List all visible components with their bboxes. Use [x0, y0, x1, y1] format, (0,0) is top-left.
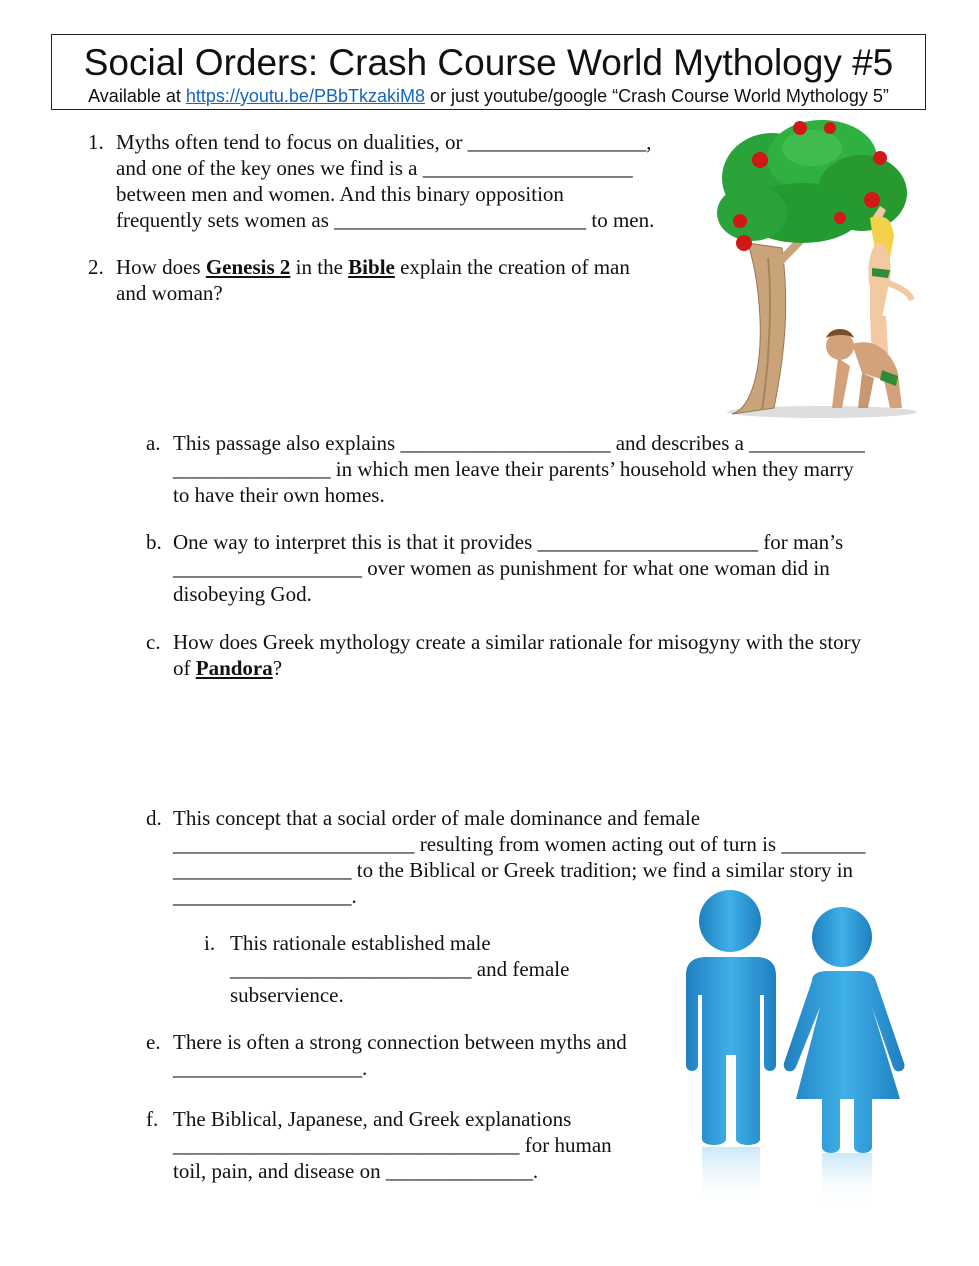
man-icon — [686, 890, 776, 1145]
q2-text: in the — [290, 255, 349, 279]
qb-line: disobeying God. — [173, 582, 312, 606]
qe-letter: e. — [146, 1030, 161, 1054]
video-link[interactable]: https://youtu.be/PBbTkzakiM8 — [185, 86, 425, 106]
qb-letter: b. — [146, 530, 162, 554]
q1-line: between men and women. And this binary opposition — [116, 182, 564, 206]
adam-figure — [826, 329, 902, 408]
question-i — [230, 930, 650, 1008]
qc-letter: c. — [146, 630, 161, 654]
question-c — [173, 629, 933, 681]
question-1 — [116, 129, 706, 233]
qi-line: _______________________ and female — [230, 957, 570, 981]
man-reflection — [702, 1147, 760, 1207]
source-line — [52, 85, 925, 107]
source-suffix: or just youtube/google “Crash Course World Mythology 5” — [424, 86, 889, 106]
qf-line: The Biblical, Japanese, and Greek explanations — [173, 1107, 572, 1131]
question-2 — [116, 254, 706, 306]
woman-reflection — [822, 1153, 872, 1208]
pandora-term: Pandora — [195, 656, 273, 680]
apple-tree-illustration — [712, 118, 922, 423]
qi-line: subservience. — [230, 983, 344, 1007]
question-e — [173, 1029, 673, 1081]
qd-letter: d. — [146, 806, 162, 830]
source-prefix: Available at — [88, 86, 186, 106]
qf-line: toil, pain, and disease on ______________. — [173, 1159, 539, 1183]
qf-line: _________________________________ for human — [173, 1133, 612, 1157]
qa-line: This passage also explains ____________________ and describes a ___________ — [173, 431, 865, 455]
genesis-term: Genesis 2 — [205, 255, 291, 279]
qd-line: _______________________ resulting from women acting out of turn is ________ — [173, 832, 866, 856]
qi-numeral: i. — [204, 931, 216, 955]
qb-line: One way to interpret this is that it provides _____________________ for man’s — [173, 530, 844, 554]
qd-line: _________________. — [173, 884, 357, 908]
q1-line: and one of the key ones we find is a ____________________ — [116, 156, 633, 180]
question-a — [173, 430, 933, 508]
q2-line: and woman? — [116, 281, 223, 305]
qc-text: of — [173, 656, 196, 680]
q1-number: 1. — [88, 130, 104, 154]
q1-line: Myths often tend to focus on dualities, or _________________, — [116, 130, 652, 154]
qc-line: How does Greek mythology create a similar rationale for misogyny with the story — [173, 630, 862, 654]
qc-text: ? — [272, 656, 283, 680]
qe-line: __________________. — [173, 1056, 368, 1080]
qa-line: _______________ in which men leave their parents’ household when they marry — [173, 457, 854, 481]
page-title: Social Orders: Crash Course World Mythology #5 — [83, 42, 894, 83]
qd-line: _________________ to the Biblical or Greek tradition; we find a similar story in — [173, 858, 854, 882]
q2-text: explain the creation of man — [394, 255, 630, 279]
man-woman-figures — [672, 885, 914, 1215]
q1-line: frequently sets women as ________________________ to men. — [116, 208, 655, 232]
q2-text: How does — [116, 255, 206, 279]
bible-term: Bible — [348, 255, 395, 279]
qe-line: There is often a strong connection between myths and — [173, 1030, 627, 1054]
qa-letter: a. — [146, 431, 161, 455]
qi-line: This rationale established male — [230, 931, 491, 955]
qf-letter: f. — [146, 1107, 159, 1131]
header-box — [51, 34, 926, 110]
question-b — [173, 529, 933, 607]
q2-number: 2. — [88, 255, 104, 279]
eve-figure — [868, 206, 912, 358]
qd-line: This concept that a social order of male dominance and female — [173, 806, 701, 830]
woman-icon — [784, 907, 905, 1153]
qb-line: __________________ over women as punishment for what one woman did in — [173, 556, 830, 580]
qa-line: to have their own homes. — [173, 483, 385, 507]
question-f — [173, 1106, 673, 1184]
